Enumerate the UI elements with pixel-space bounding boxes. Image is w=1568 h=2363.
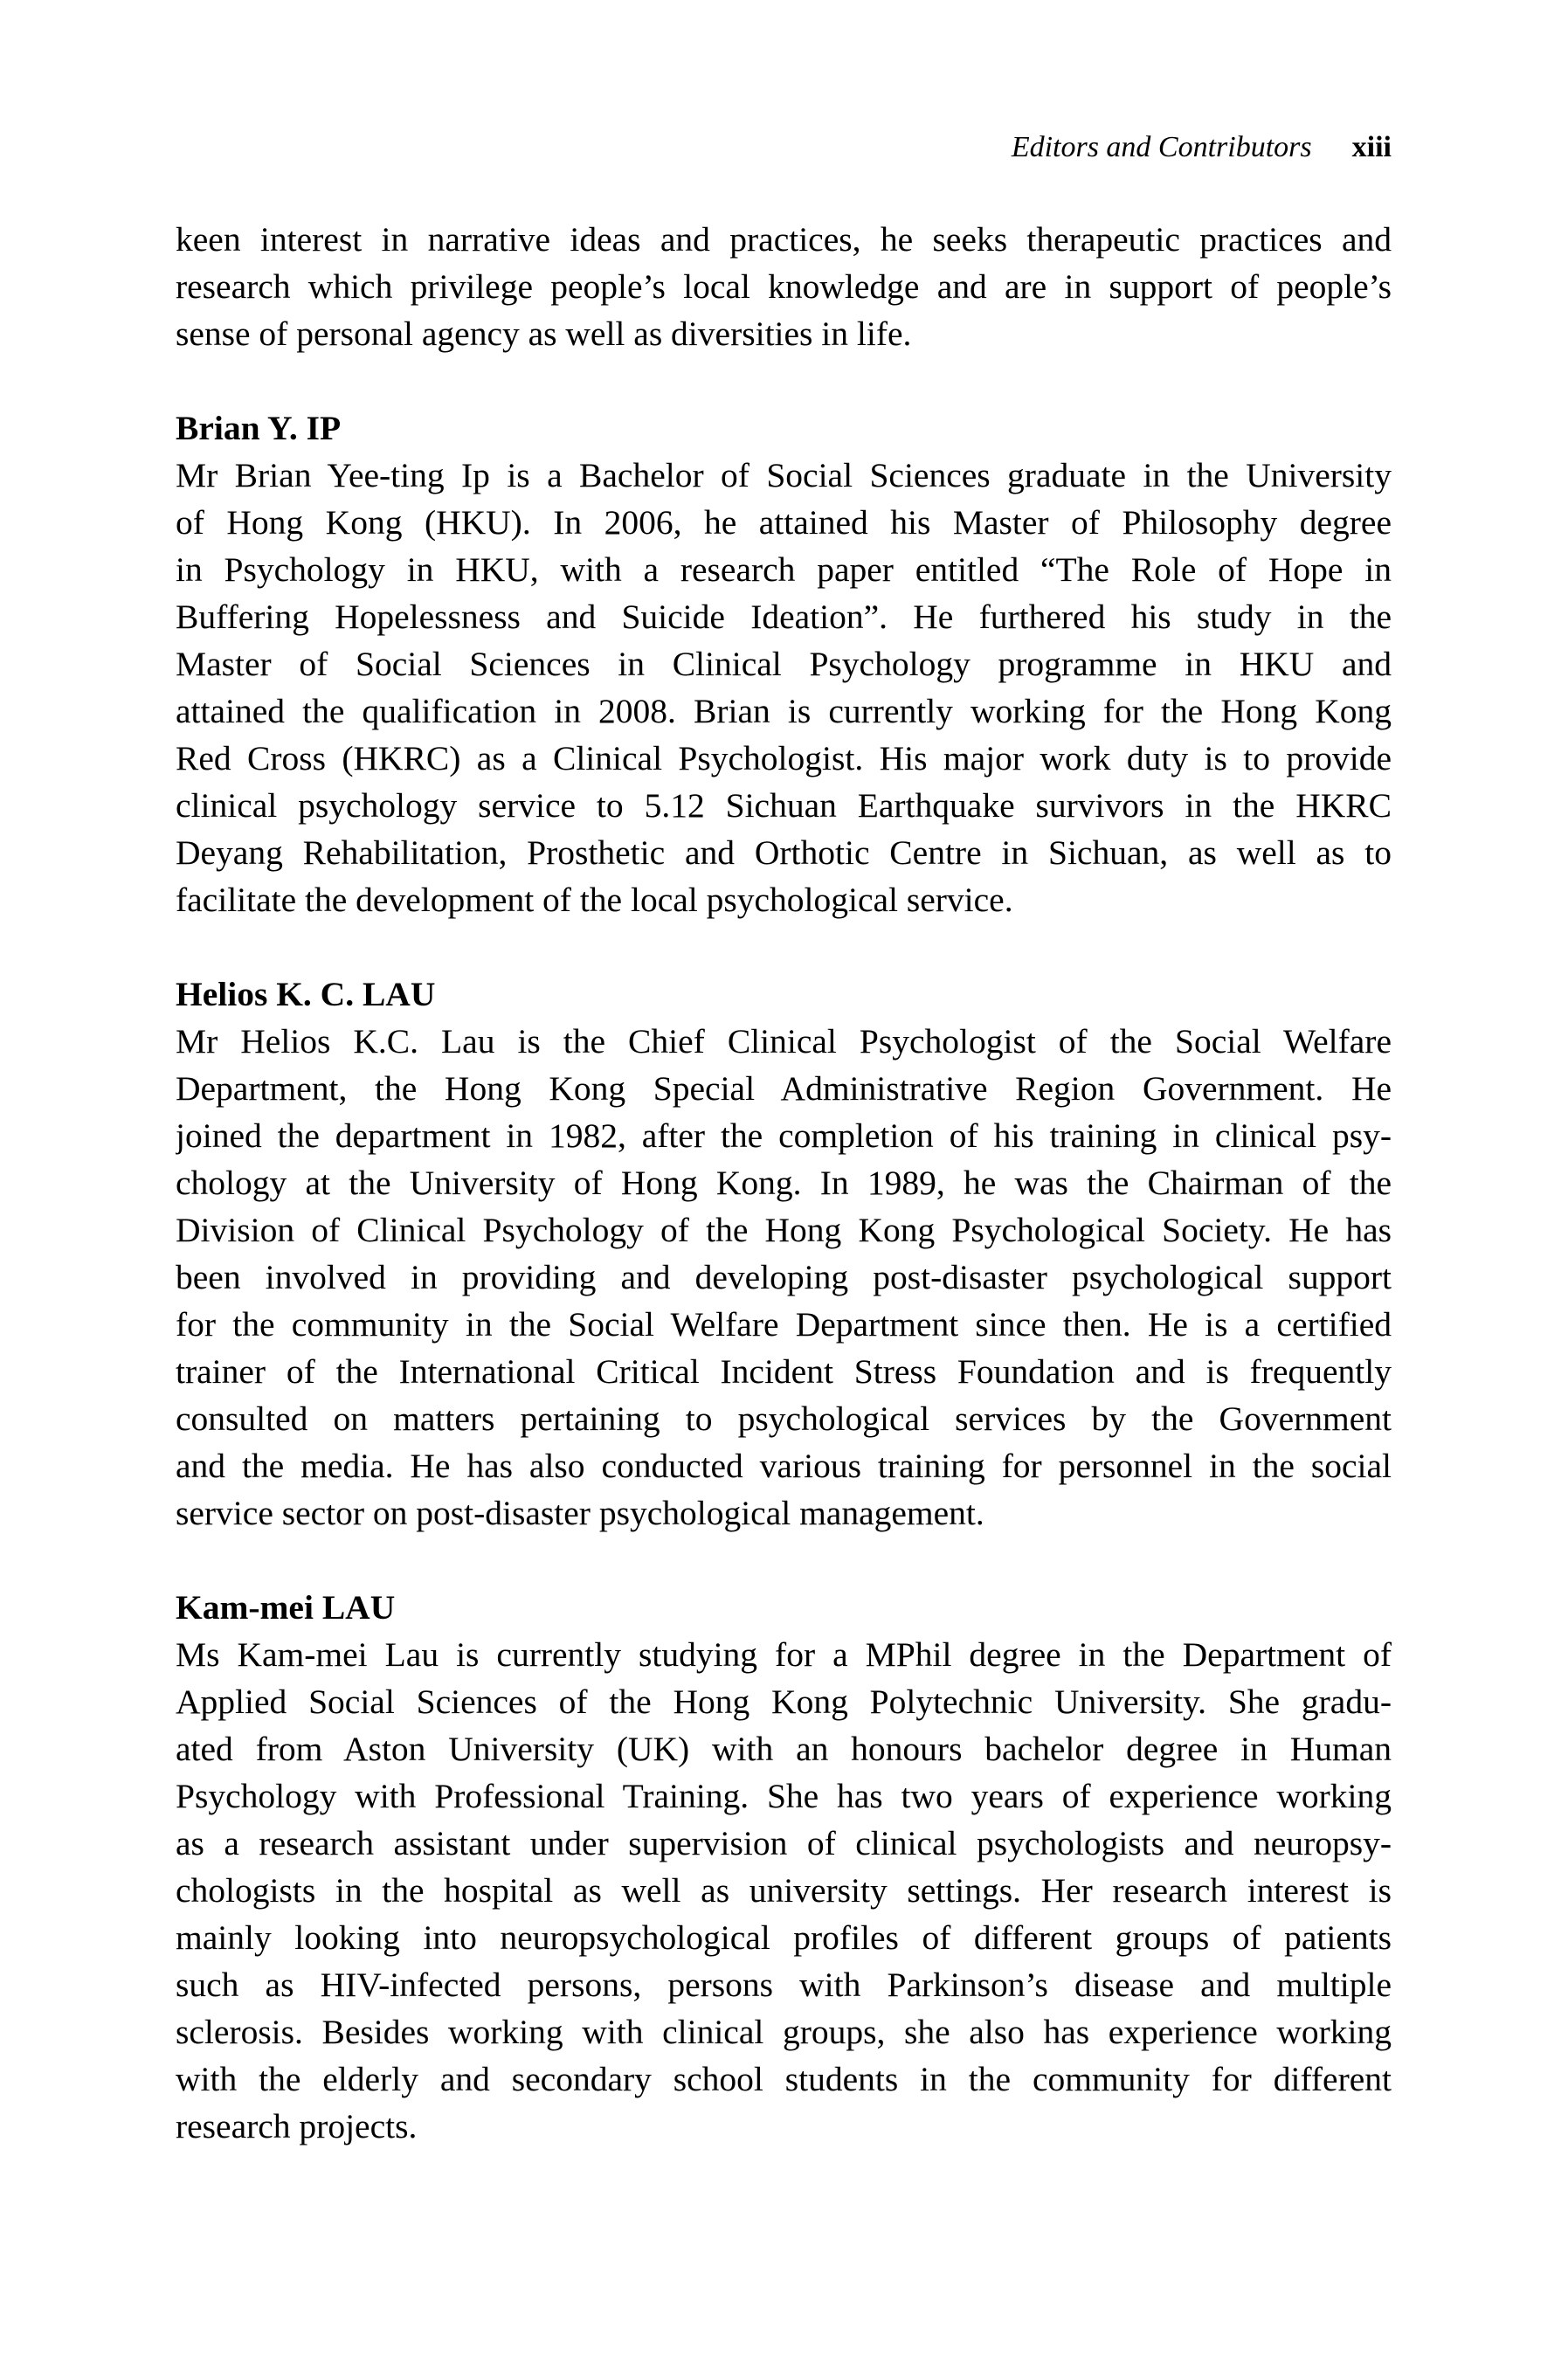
text-line: Master of Social Sciences in Clinical Psychology programme in HKU and <box>176 645 1392 683</box>
text-line: and the media. He has also conducted various training for personnel in the social <box>176 1447 1392 1485</box>
section-gap <box>176 357 1392 404</box>
text-line: for the community in the Social Welfare Department since then. He is a certified <box>176 1305 1392 1344</box>
text-line: as a research assistant under supervision of clinical psychologists and neuropsy- <box>176 1824 1392 1862</box>
text-line: of Hong Kong (HKU). In 2006, he attained his Master of Philosophy degree <box>176 503 1392 542</box>
text-line: Red Cross (HKRC) as a Clinical Psychologist. His major work duty is to provide <box>176 739 1392 777</box>
text-line: research which privilege people’s local knowledge and are in support of people’s <box>176 267 1392 306</box>
text-line: chologists in the hospital as well as university settings. Her research interest is <box>176 1871 1392 1910</box>
text-line: keen interest in narrative ideas and practices, he seeks therapeutic practices and <box>176 220 1392 259</box>
text-line: Division of Clinical Psychology of the Hong Kong Psychological Society. He has <box>176 1211 1392 1249</box>
text-line: Mr Brian Yee-ting Ip is a Bachelor of Social Sciences graduate in the University <box>176 456 1392 494</box>
text-line: Buffering Hopelessness and Suicide Ideation”. He furthered his study in the <box>176 598 1392 636</box>
section-gap <box>176 1537 1392 1584</box>
contributor-name: Helios K. C. LAU <box>176 975 436 1013</box>
text-line: such as HIV-infected persons, persons with Parkinson’s disease and multiple <box>176 1966 1392 2004</box>
continuation-paragraph <box>176 216 1392 357</box>
running-head <box>961 128 1392 168</box>
text-column <box>176 216 1392 2150</box>
text-line: mainly looking into neuropsychological profiles of different groups of patients <box>176 1918 1392 1957</box>
contributor-name: Brian Y. IP <box>176 409 342 447</box>
text-line: Applied Social Sciences of the Hong Kong Polytechnic University. She gradu- <box>176 1682 1392 1721</box>
text-line: facilitate the development of the local psychological service. <box>176 881 1013 919</box>
text-line: sclerosis. Besides working with clinical groups, she also has experience working <box>176 2013 1392 2051</box>
text-line: ated from Aston University (UK) with an honours bachelor degree in Human <box>176 1730 1392 1768</box>
text-line: Psychology with Professional Training. She has two years of experience working <box>176 1777 1392 1815</box>
text-line: joined the department in 1982, after the completion of his training in clinical psy- <box>176 1116 1392 1155</box>
text-line: with the elderly and secondary school students in the community for different <box>176 2060 1392 2098</box>
page-number: xiii <box>1351 131 1392 163</box>
contributor-entry-kam-mei-lau <box>176 1584 1392 2150</box>
text-line: Deyang Rehabilitation, Prosthetic and Orthotic Centre in Sichuan, as well as to <box>176 833 1392 872</box>
text-line: been involved in providing and developing post-disaster psychological support <box>176 1258 1392 1296</box>
contributor-name: Kam-mei LAU <box>176 1588 396 1627</box>
text-line: attained the qualification in 2008. Brian is currently working for the Hong Kong <box>176 692 1392 730</box>
section-gap <box>176 923 1392 971</box>
text-line: Ms Kam-mei Lau is currently studying for a MPhil degree in the Department of <box>176 1635 1392 1674</box>
text-line: sense of personal agency as well as diversities in life. <box>176 314 912 353</box>
text-line: clinical psychology service to 5.12 Sichuan Earthquake survivors in the HKRC <box>176 786 1392 825</box>
text-line: research projects. <box>176 2107 418 2145</box>
text-line: Department, the Hong Kong Special Administrative Region Government. He <box>176 1069 1392 1108</box>
contributor-entry-helios-lau <box>176 971 1392 1537</box>
text-line: service sector on post-disaster psychological management. <box>176 1494 984 1532</box>
text-line: consulted on matters pertaining to psychological services by the Government <box>176 1399 1392 1438</box>
text-line: trainer of the International Critical Incident Stress Foundation and is frequently <box>176 1352 1392 1391</box>
running-title: Editors and Contributors <box>1011 131 1312 163</box>
text-line: Mr Helios K.C. Lau is the Chief Clinical Psychologist of the Social Welfare <box>176 1022 1392 1061</box>
text-line: in Psychology in HKU, with a research paper entitled “The Role of Hope in <box>176 550 1392 589</box>
contributor-entry-brian-ip <box>176 404 1392 923</box>
text-line: chology at the University of Hong Kong. In 1989, he was the Chairman of the <box>176 1164 1392 1202</box>
